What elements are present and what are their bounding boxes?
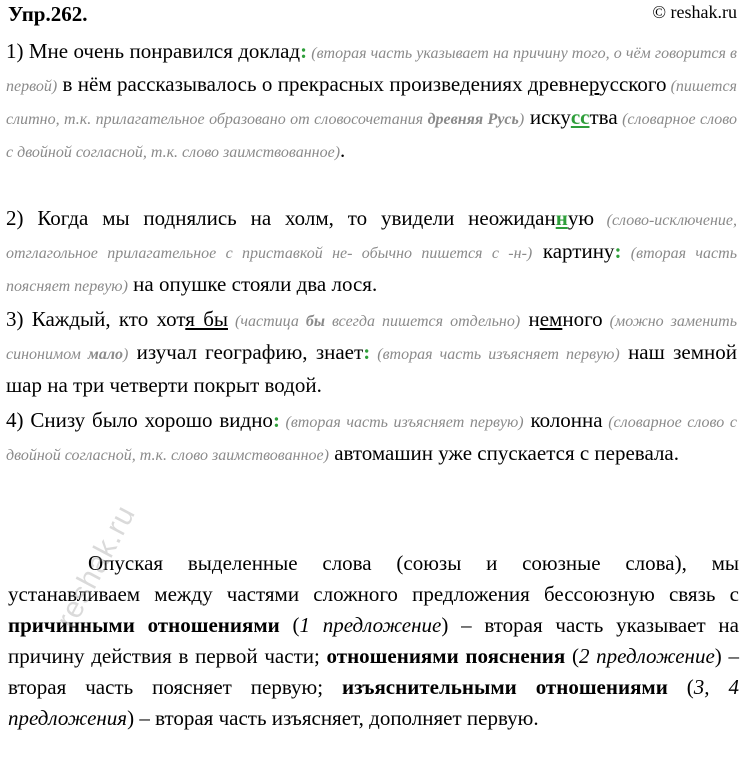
sentence-1: 1) Мне очень понравился доклад: (вторая часть указывает на причину того, о чём говорится в первой) в нём рассказывалось о прекрасных произведениях древнерусского (пишется слитно, т.к. прилагательное образовано от словосочетания древняя Русь) искусства (словарное слово с двойной согласной, т.к. слово заимствованное). [6,39,738,162]
summary-paragraph: Опуская выделенные слова (союзы и союзные слова), мы устанавливаем между частями сложного предложения бессоюзную связь с причинными отношениями (1 предложение) – вторая часть указывает на причину действия в первой части; отношениями пояснения (2 предложение) – вторая часть поясняет первую; изъяснительными отношениями (3, 4 предложения) – вторая часть изъясняет, дополняет первую. [8,551,739,730]
exercise-title: Упр.262. [8,2,88,26]
sentence-4: 4) Снизу было хорошо видно: (вторая часть изъясняет первую) колонна (словарное слово с двойной согласной, т.к. слово заимствованное) автомашин уже спускается с перевала. [6,408,737,465]
watermark: reshak.ru [50,499,143,634]
sentence-2: 2) Когда мы поднялись на холм, то увидели неожиданную (слово-исключение, отглагольное прилагательное с приставкой не- обычно пишется с -н-) картину: (вторая часть поясняет первую) на опушке стояли два лося. [6,206,738,296]
source-credit: © reshak.ru [652,2,737,22]
sentence-3: 3) Каждый, кто хотя бы (частица бы всегда пишется отдельно) немного (можно заменить синонимом мало) изучал географию, знает: (вторая часть изъясняет первую) наш земной шар на три четверти покрыт водой. [6,307,737,397]
